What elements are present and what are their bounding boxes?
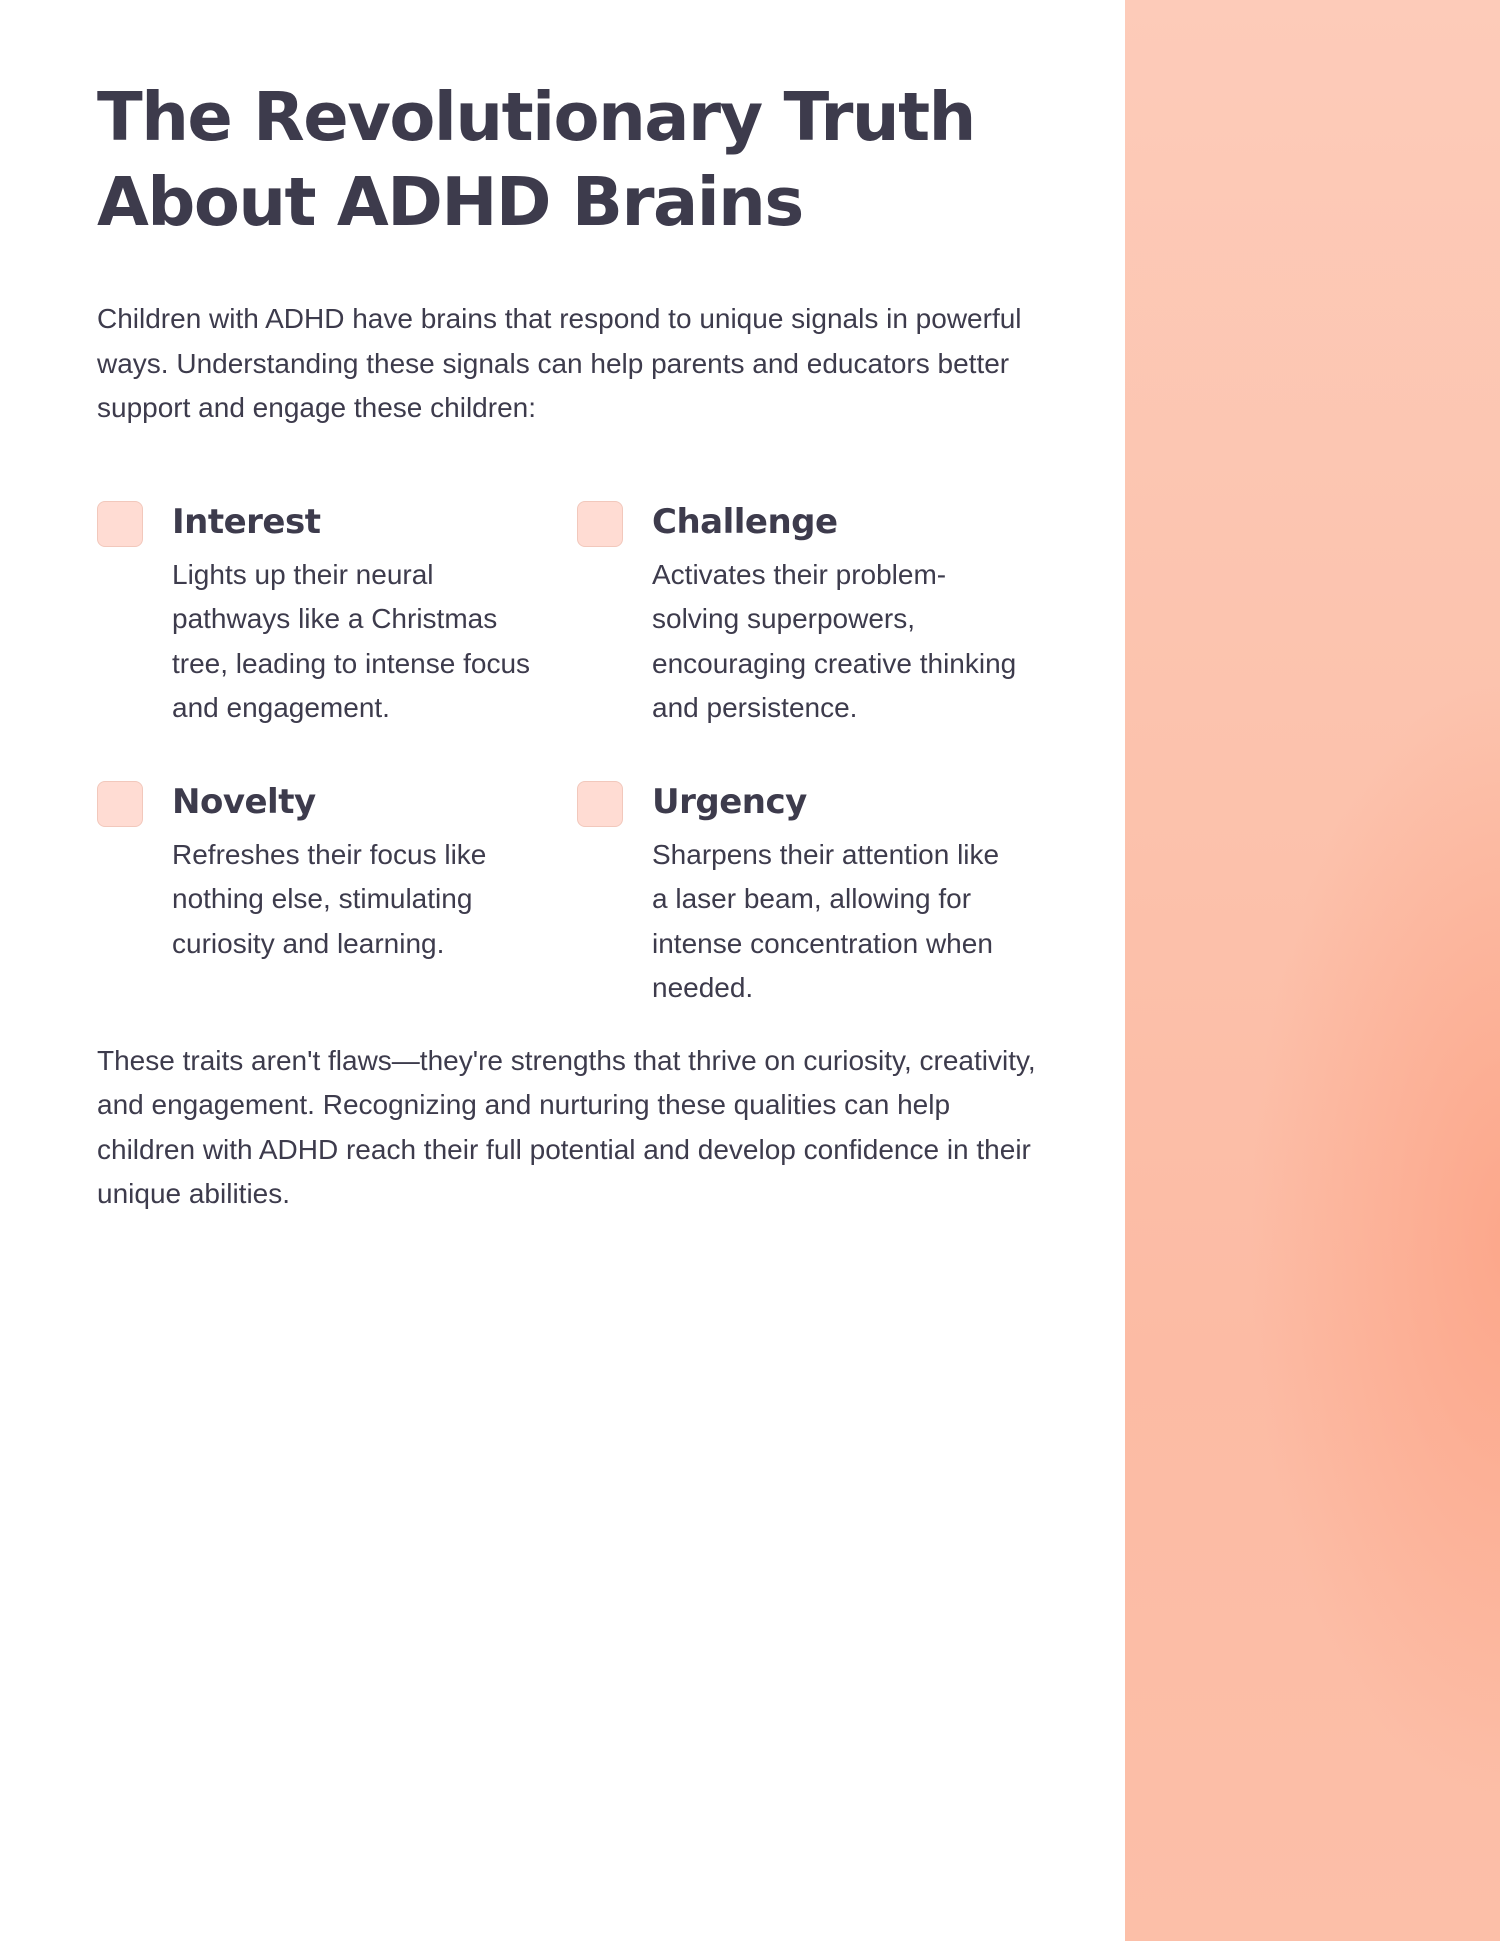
page-title: The Revolutionary Truth About ADHD Brains: [97, 78, 975, 241]
signal-square-icon: [577, 781, 623, 827]
signal-interest: [97, 493, 577, 731]
signal-description: Lights up their neural pathways like a Christmas tree, leading to intense focus and engagement.: [172, 558, 531, 723]
intro-paragraph: Children with ADHD have brains that respond to unique signals in powerful ways. Understanding these signals can help parents and educators better support and engage these children:: [97, 303, 1022, 423]
closing-paragraph: These traits aren't flaws—they're strengths that thrive on curiosity, creativity, and engagement. Recognizing and nurturing these qualities can help children with ADHD reach their full potential and develop confidence in their unique abilities.: [97, 1044, 1036, 1209]
decorative-side-panel: [1125, 0, 1500, 1941]
signal-title: Urgency: [652, 781, 807, 822]
signal-novelty: [97, 773, 577, 1011]
signal-square-icon: [577, 501, 623, 547]
signals-grid: [97, 493, 1037, 1011]
signal-description: Activates their problem-solving superpowers, encouraging creative thinking and persistence.: [652, 558, 1017, 723]
signal-description: Refreshes their focus like nothing else, stimulating curiosity and learning.: [172, 838, 487, 959]
signal-challenge: [577, 493, 1037, 731]
signal-title: Challenge: [652, 501, 838, 542]
signal-title: Novelty: [172, 781, 316, 822]
signal-square-icon: [97, 501, 143, 547]
signal-title: Interest: [172, 501, 321, 542]
signal-square-icon: [97, 781, 143, 827]
signal-description: Sharpens their attention like a laser beam, allowing for intense concentration when needed.: [652, 838, 1000, 1003]
main-content: [97, 75, 1037, 1217]
signal-urgency: [577, 773, 1037, 1011]
